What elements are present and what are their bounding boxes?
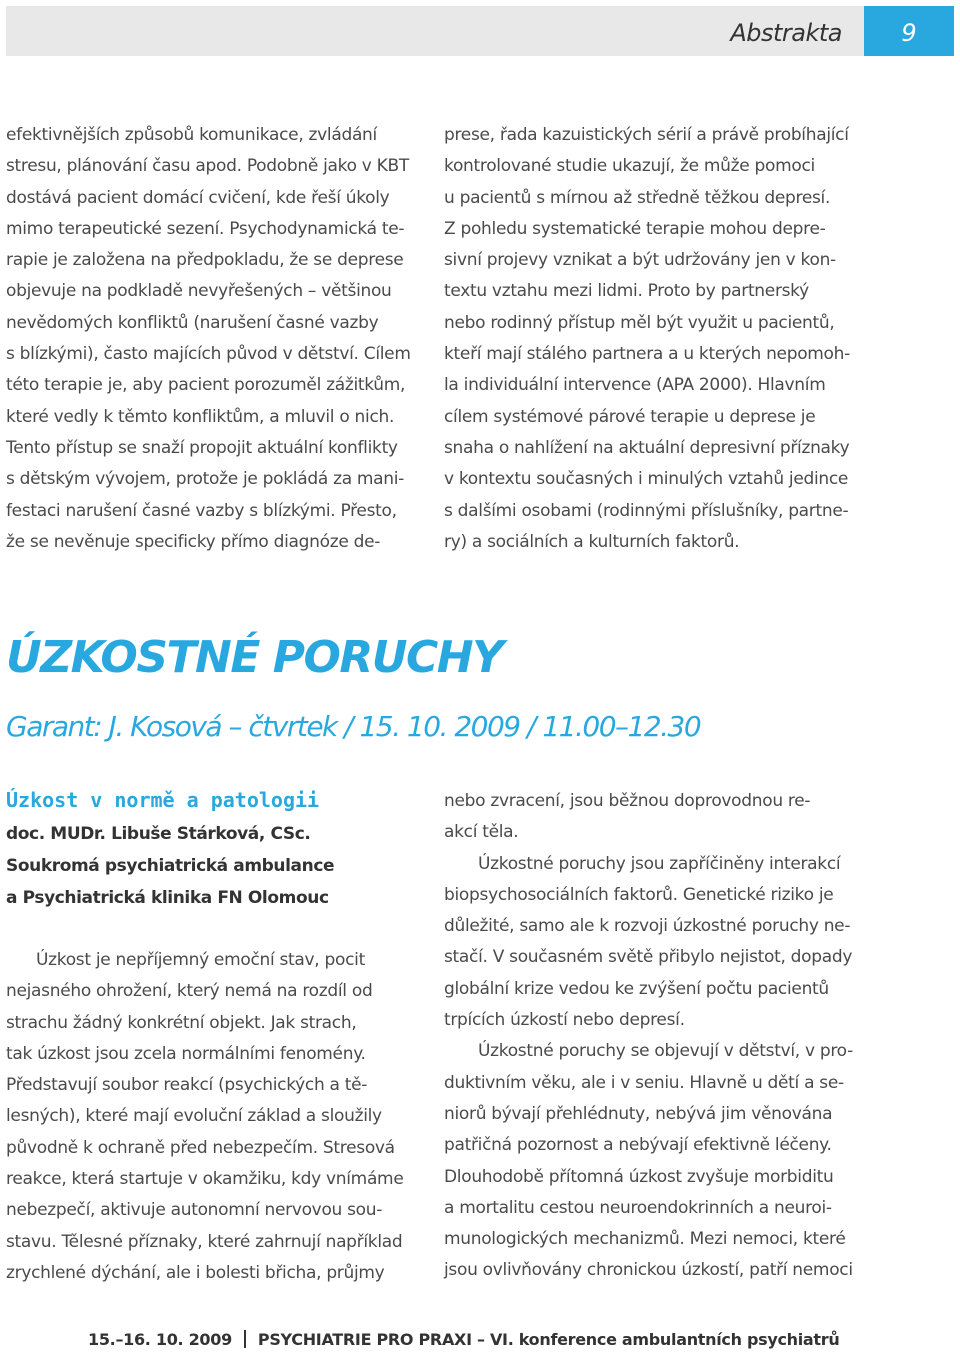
text-line: niorů bývají přehlédnuty, nebývá jim věnována [444,1103,833,1124]
text-line: mimo terapeutické sezení. Psychodynamická te- [6,218,405,239]
text-line: ry) a sociálních a kulturních faktorů. [444,531,740,552]
column-bottom-left [6,945,420,1289]
author-name: doc. MUDr. Libuše Stárková, CSc. [6,824,311,844]
text-line: la individuální intervence (APA 2000). Hlavním [444,375,826,396]
text-line: munologických mechanizmů. Mezi nemoci, které [444,1229,846,1250]
text-line: s blízkými), často majících původ v dětství. Cílem [6,344,411,365]
running-section-title: Abstrakta [730,19,842,47]
text-line: zrychlené dýchání, ale i bolesti břicha, průjmy [6,1262,385,1283]
text-line: kontrolované studie ukazují, že může pomoci [444,156,815,177]
text-line: Dlouhodobě přítomná úzkost zvyšuje morbiditu [444,1166,834,1187]
column-top-right [444,120,858,558]
text-line: s dětským vývojem, protože je pokládá za mani- [6,469,405,490]
text-line: reakce, která startuje v okamžiku, kdy vnímáme [6,1169,404,1190]
text-line: stresu, plánování času apod. Podobně jako v KBT [6,156,409,177]
text-line: objevuje na podkladě nevyřešených – většinou [6,281,392,302]
text-line: nebezpečí, aktivuje autonomní nervovou sou- [6,1200,383,1221]
text-line: lesných), které mají evoluční základ a sloužily [6,1106,382,1127]
text-line: původně k ochraně před nebezpečím. Stresová [6,1137,395,1158]
page-number: 9 [864,6,954,56]
text-line: u pacientů s mírnou až středně těžkou depresí. [444,187,831,208]
author-block [6,818,334,914]
text-line: akcí těla. [444,822,519,843]
page-footer [88,1330,839,1349]
text-line: festaci narušení časné vazby s blízkými. Přesto, [6,500,397,521]
text-line: strachu žádný konkrétní objekt. Jak strach, [6,1012,357,1033]
affiliation-line: a Psychiatrická klinika FN Olomouc [6,888,329,908]
text-line: a mortalitu cestou neuroendokrinních a neuroi- [444,1197,832,1218]
footer-journal: PSYCHIATRIE PRO PRAXI – VI. konference ambulantních psychiatrů [257,1330,840,1349]
text-line: trpících úzkostí nebo depresí. [444,1010,685,1031]
text-line: nevědomých konfliktů (narušení časné vazby [6,312,379,333]
text-line: textu vztahu mezi lidmi. Proto by partnerský [444,281,809,302]
text-line: efektivnějších způsobů komunikace, zvládání [6,125,377,145]
text-line: Úzkostné poruchy se objevují v dětství, v pro- [478,1041,853,1062]
abstract-title: Úzkost v normě a patologii [6,788,320,812]
text-line: snaha o nahlížení na aktuální depresivní příznaky [444,437,850,458]
footer-divider [244,1330,246,1348]
text-line: v kontextu současných i minulých vztahů jedince [444,469,849,490]
text-line: dostává pacient domácí cvičení, kde řeší úkoly [6,187,390,208]
text-line: rapie je založena na předpokladu, že se deprese [6,250,404,271]
text-line: sivní projevy vznikat a být udržovány jen v kon- [444,250,836,271]
text-line: této terapie je, aby pacient porozuměl zážitkům, [6,375,406,396]
text-line: Tento přístup se snaží propojit aktuální konflikty [6,437,398,458]
text-line: Představují soubor reakcí (psychických a tě- [6,1075,368,1096]
affiliation-line: Soukromá psychiatrická ambulance [6,856,335,876]
section-heading: ÚZKOSTNÉ PORUCHY [6,632,503,683]
section-guarantor-schedule: Garant: J. Kosová – čtvrtek / 15. 10. 2009 / 11.00–12.30 [6,710,701,743]
text-line: jsou ovlivňovány chronickou úzkostí, patří nemoci [444,1260,853,1281]
column-top-left [6,120,420,558]
text-line: kteří mají stálého partnera a u kterých nepomoh- [444,344,850,365]
text-line: nejasného ohrožení, který nemá na rozdíl od [6,981,373,1002]
text-line: globální krize vedou ke zvýšení počtu pacientů [444,978,829,999]
text-line: které vedly k těmto konfliktům, a mluvil o nich. [6,406,395,427]
text-line: cílem systémové párové terapie u deprese je [444,406,816,427]
text-line: Z pohledu systematické terapie mohou depre- [444,218,826,239]
text-line: stavu. Tělesné příznaky, které zahrnují například [6,1231,403,1252]
text-line: Úzkost je nepříjemný emoční stav, pocit [36,950,365,970]
text-line: biopsychosociálních faktorů. Genetické riziko je [444,884,834,905]
text-line: prese, řada kazuistických sérií a právě probíhající [444,125,849,145]
text-line: stačí. V současném světě přibylo nejistot, dopady [444,947,853,968]
text-line: nebo rodinný přístup měl být využit u pacientů, [444,312,835,333]
text-line: důležité, samo ale k rozvoji úzkostné poruchy ne- [444,916,851,937]
text-line: nebo zvracení, jsou běžnou doprovodnou re- [444,791,811,811]
text-line: Úzkostné poruchy jsou zapříčiněny interakcí [478,853,841,874]
text-line: patřičná pozornost a nebývají efektivně léčeny. [444,1135,832,1156]
text-line: že se nevěnuje specificky přímo diagnóze de- [6,531,381,552]
text-line: duktivním věku, ale i v seniu. Hlavně u dětí a se- [444,1072,844,1093]
footer-dates: 15.–16. 10. 2009 [88,1330,232,1349]
column-bottom-right [444,786,858,1287]
text-line: tak úzkost jsou zcela normálními fenomény. [6,1043,366,1064]
text-line: s dalšími osobami (rodinnými příslušníky, partne- [444,500,849,521]
